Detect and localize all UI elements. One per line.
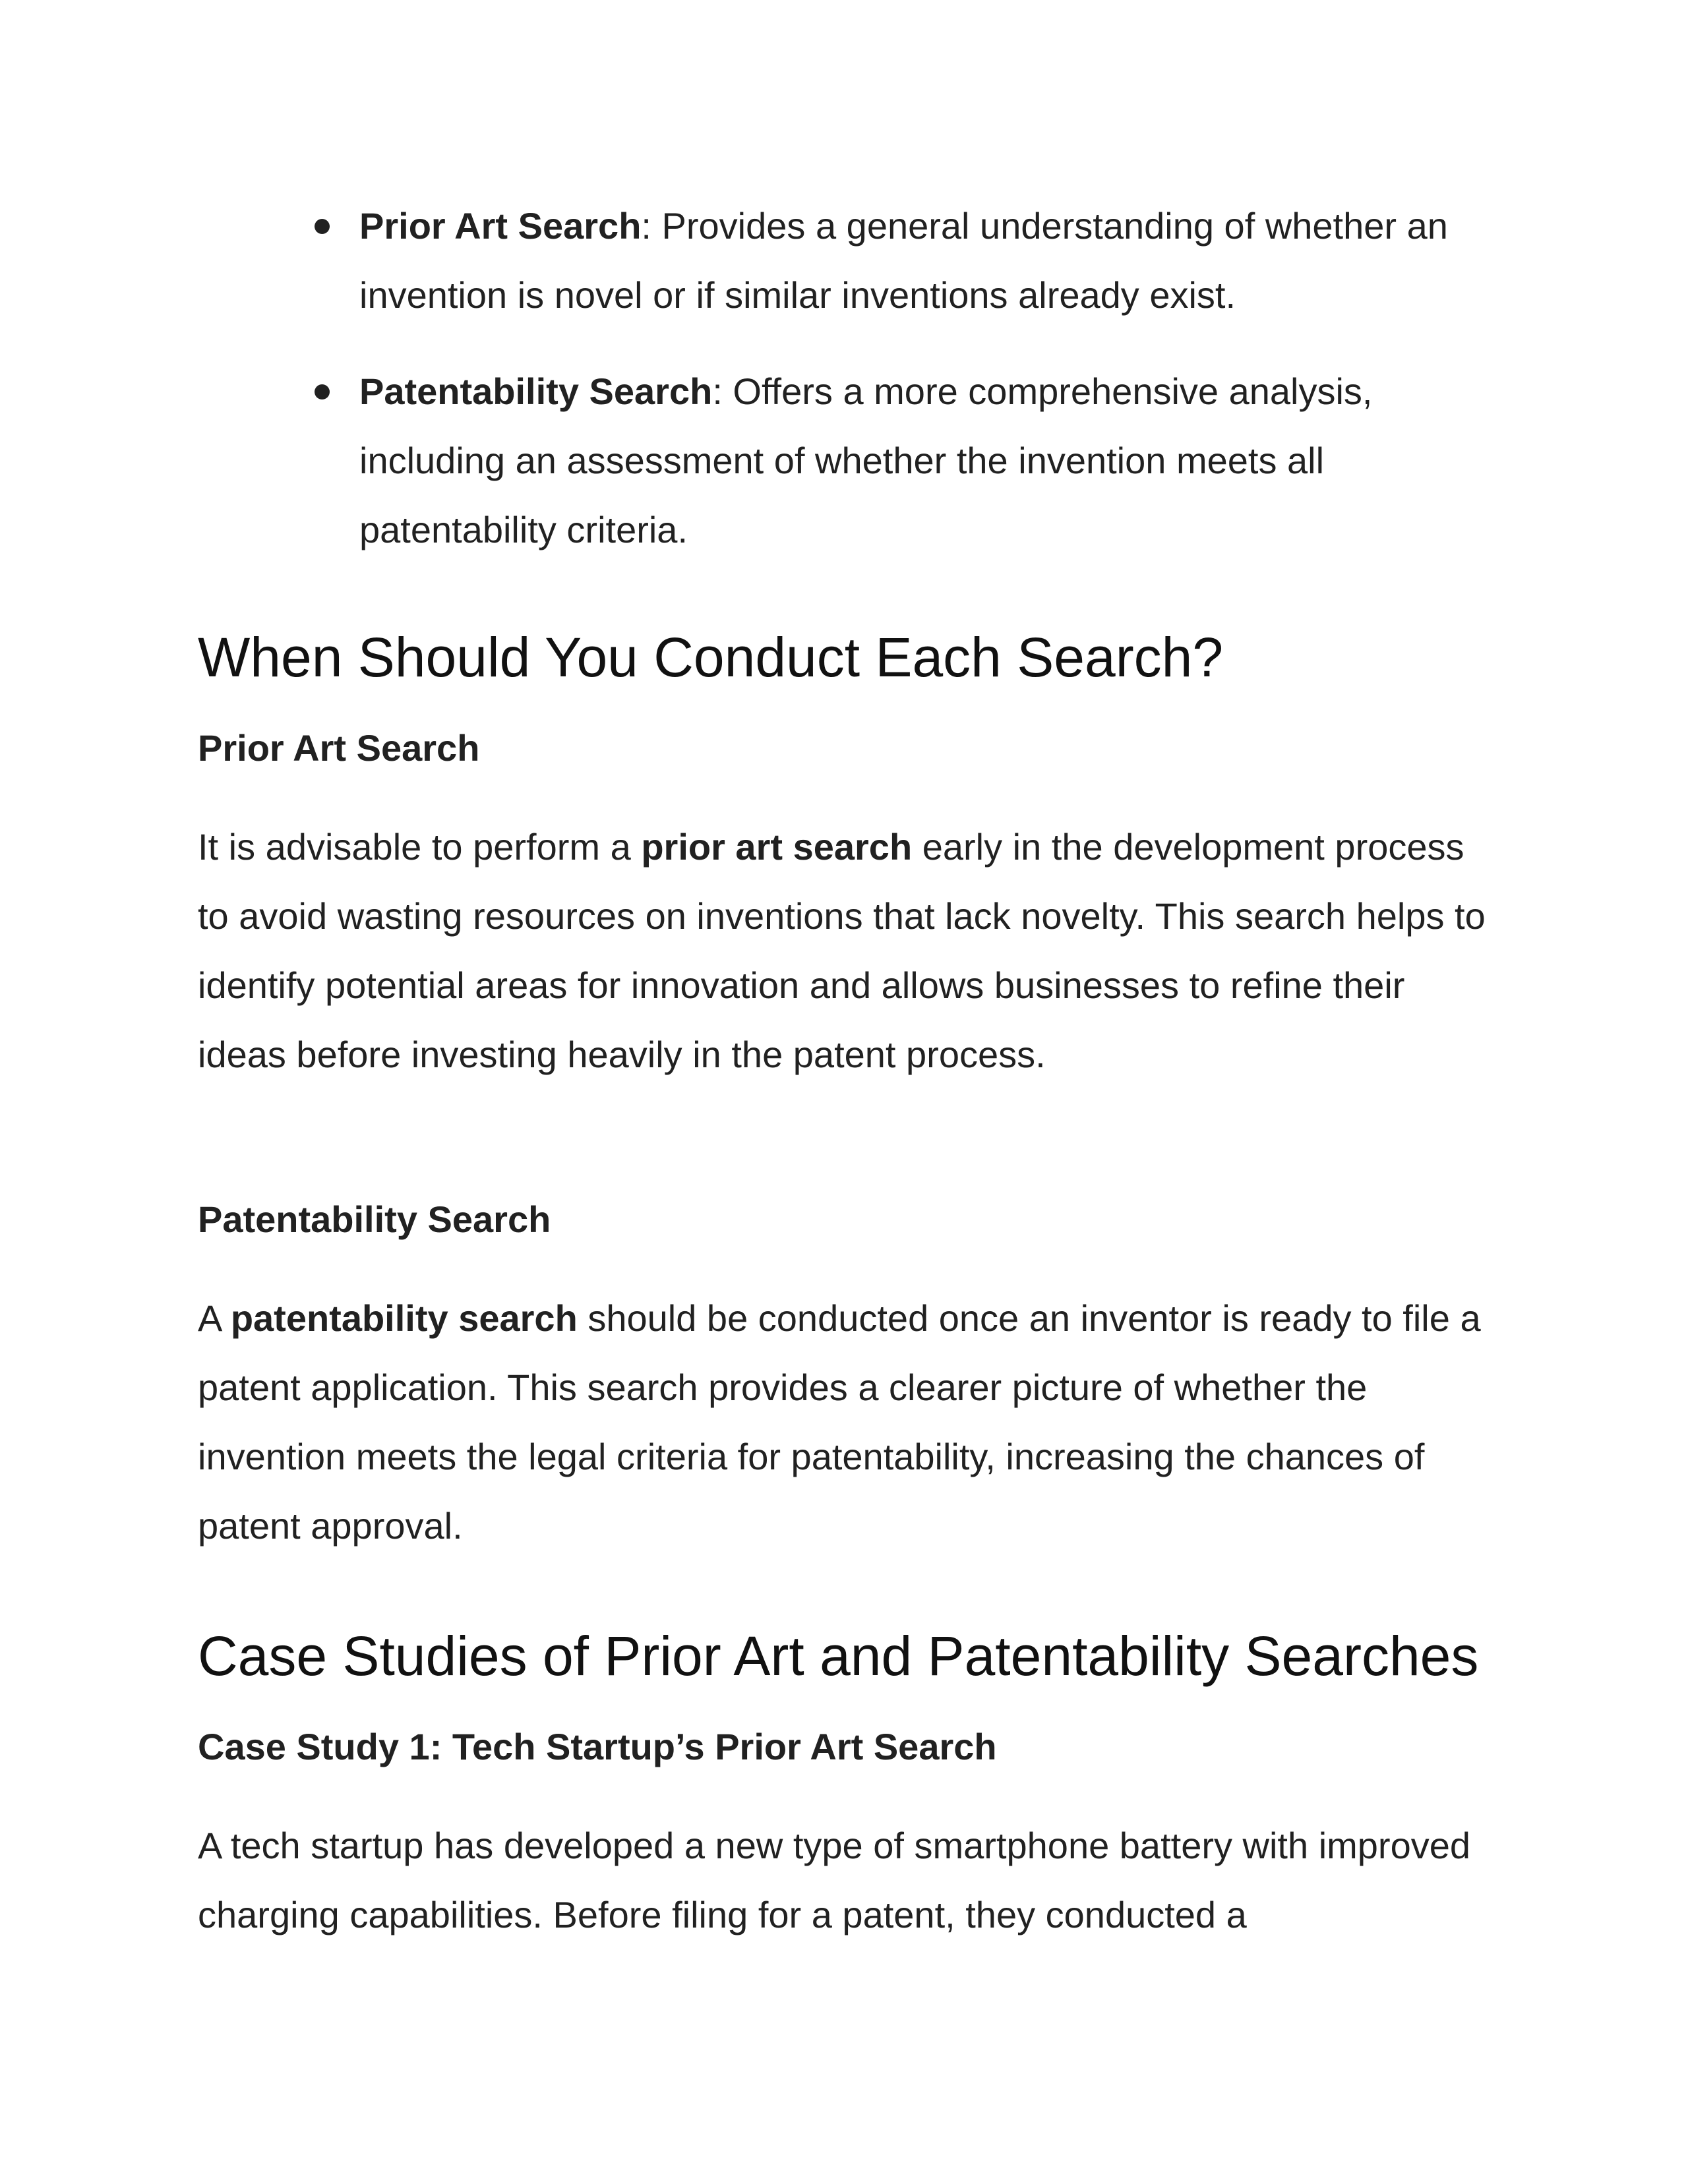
subheading-prior-art: Prior Art Search — [198, 727, 480, 769]
list-item — [359, 357, 1493, 564]
paragraph-text: A — [198, 1297, 231, 1339]
bullet-term: Prior Art Search — [359, 205, 642, 247]
paragraph-text: It is advisable to perform a — [198, 826, 642, 868]
bullet-text: : Offers a more comprehensive analysis, including an assessment of whether the invention meets all patentability criteria. — [359, 370, 1373, 550]
subheading-patentability: Patentability Search — [198, 1198, 551, 1240]
search-types-list — [359, 191, 1493, 591]
paragraph-patentability — [198, 1284, 1490, 1560]
paragraph-case-study-1: A tech startup has developed a new type of smartphone battery with improved charging capabilities. Before filing for a patent, they conducted a — [198, 1825, 1471, 1935]
paragraph-text: should be conducted once an inventor is ready to file a patent application. This search provides a clearer picture of whether the invention meets the legal criteria for patentability, increasing the chances of patent approval. — [198, 1297, 1481, 1547]
paragraph-prior-art — [198, 812, 1490, 1089]
subheading-case-study-1: Case Study 1: Tech Startup’s Prior Art Search — [198, 1726, 997, 1767]
paragraph-text: early in the development process to avoid wasting resources on inventions that lack novelty. This search helps to identify potential areas for innovation and allows businesses to refine their ideas before investing heavily in the patent process. — [198, 826, 1486, 1075]
list-item — [359, 191, 1493, 330]
bullet-term: Patentability Search — [359, 370, 713, 412]
bullet-icon — [315, 384, 330, 399]
section-heading-case-studies: Case Studies of Prior Art and Patentability Searches — [198, 1625, 1479, 1687]
paragraph-bold-term: prior art search — [641, 826, 913, 868]
section-heading-when: When Should You Conduct Each Search? — [198, 626, 1224, 688]
paragraph-bold-term: patentability search — [230, 1297, 578, 1339]
bullet-text: : Provides a general understanding of whether an invention is novel or if similar inventions already exist. — [359, 205, 1448, 316]
bullet-icon — [315, 219, 330, 234]
